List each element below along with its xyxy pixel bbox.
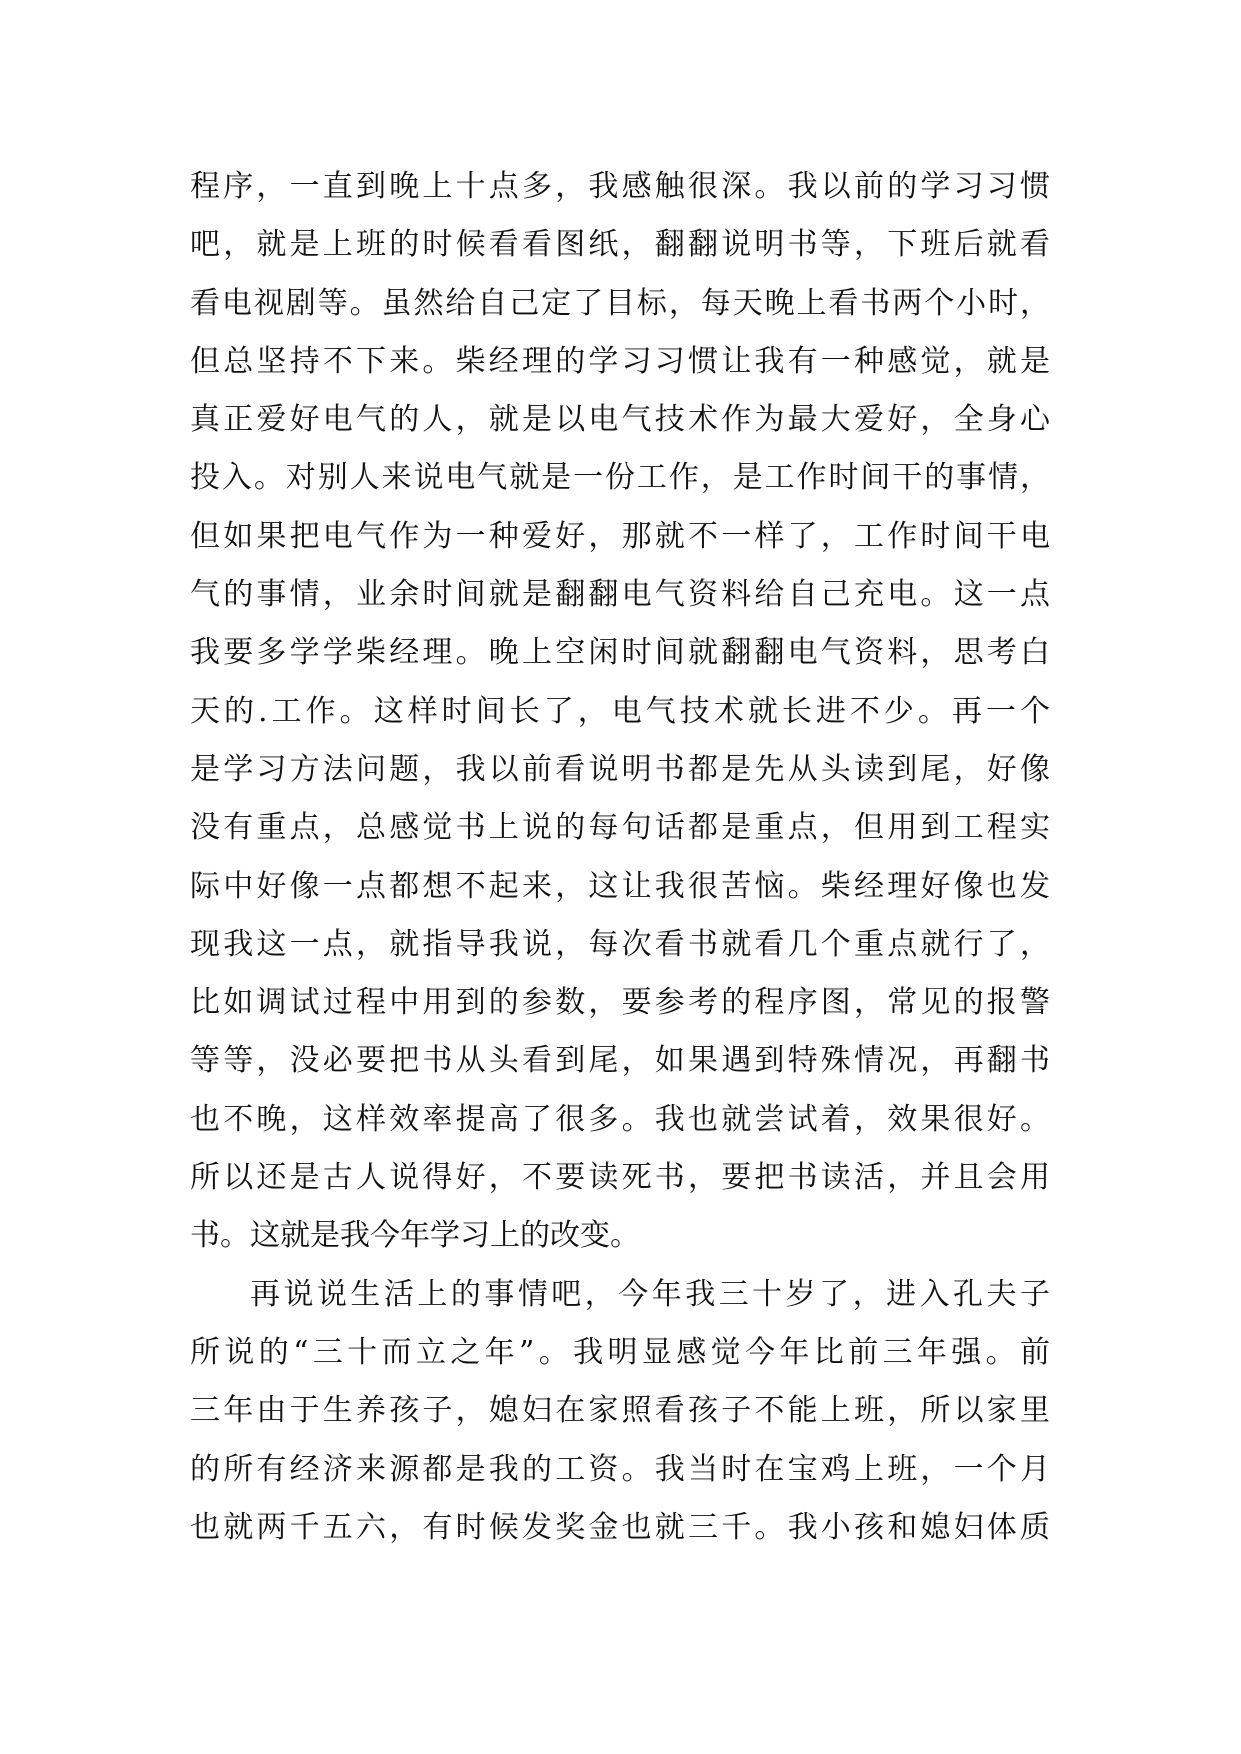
text-line: 的所有经济来源都是我的工资。我当时在宝鸡上班，一个月 (190, 1451, 1050, 1487)
text-line: 气的事情，业余时间就是翻翻电气资料给自己充电。这一点 (190, 577, 1050, 613)
text-line: 我要多学学柴经理。晚上空闲时间就翻翻电气资料，思考白 (190, 635, 1050, 671)
text-line: 程序，一直到晚上十点多，我感触很深。我以前的学习习惯 (190, 169, 1050, 204)
text-line: 所说的“三十而立之年”。我明显感觉今年比前三年强。前 (190, 1334, 1050, 1370)
text-line: 三年由于生养孩子，媳妇在家照看孩子不能上班，所以家里 (190, 1393, 1050, 1429)
text-line: 没有重点，总感觉书上说的每句话都是重点，但用到工程实 (190, 810, 1050, 846)
text-line: 投入。对别人来说电气就是一份工作，是工作时间干的事情， (190, 460, 1050, 496)
paragraph-end-line: 书。这就是我今年学习上的改变。 (190, 1218, 640, 1254)
paragraph-start-line: 再说说生活上的事情吧，今年我三十岁了，进入孔夫子 (250, 1276, 1050, 1312)
text-line: 但总坚持不下来。柴经理的学习习惯让我有一种感觉，就是 (190, 343, 1050, 379)
text-line: 但如果把电气作为一种爱好，那就不一样了，工作时间干电 (190, 518, 1050, 554)
text-line: 也不晚，这样效率提高了很多。我也就尝试着，效果很好。 (190, 1101, 1050, 1137)
text-line: 是学习方法问题，我以前看说明书都是先从头读到尾，好像 (190, 751, 1050, 787)
text-line: 吧，就是上班的时候看看图纸，翻翻说明书等，下班后就看 (190, 227, 1050, 263)
text-line: 真正爱好电气的人，就是以电气技术作为最大爱好，全身心 (190, 402, 1050, 438)
text-line: 看电视剧等。虽然给自己定了目标，每天晚上看书两个小时， (190, 285, 1050, 321)
text-line: 比如调试过程中用到的参数，要参考的程序图，常见的报警 (190, 985, 1050, 1021)
text-line: 也就两千五六，有时候发奖金也就三千。我小孩和媳妇体质 (190, 1509, 1050, 1545)
text-line: 际中好像一点都想不起来，这让我很苦恼。柴经理好像也发 (190, 868, 1050, 904)
text-line: 现我这一点，就指导我说，每次看书就看几个重点就行了， (190, 926, 1050, 962)
text-line: 天的.工作。这样时间长了，电气技术就长进不少。再一个 (190, 693, 1050, 729)
text-line: 等等，没必要把书从头看到尾，如果遇到特殊情况，再翻书 (190, 1043, 1050, 1079)
body-text (190, 158, 1050, 1557)
text-line: 所以还是古人说得好，不要读死书，要把书读活，并且会用 (190, 1160, 1050, 1196)
